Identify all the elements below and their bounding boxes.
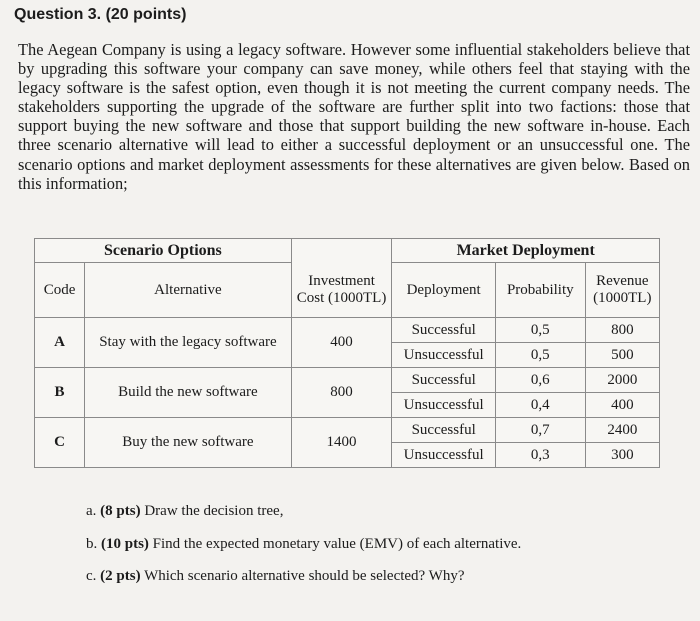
question-a: a. (8 pts) Draw the decision tree, — [86, 503, 284, 519]
scenario-table — [34, 238, 660, 468]
deployment-cell: Successful — [392, 368, 496, 393]
question-title: Question 3. (20 points) — [14, 6, 187, 23]
deployment-cell: Unsuccessful — [392, 393, 496, 418]
market-deployment-header: Market Deployment — [392, 239, 660, 263]
investment-cell: 400 — [291, 318, 392, 368]
alternative-cell: Build the new software — [85, 368, 292, 418]
alternative-cell: Stay with the legacy software — [85, 318, 292, 368]
code-cell: B — [35, 368, 85, 418]
probability-cell: 0,6 — [495, 368, 585, 393]
probability-cell: 0,3 — [495, 443, 585, 468]
scenario-options-header: Scenario Options — [35, 239, 292, 263]
probability-cell: 0,7 — [495, 418, 585, 443]
alternative-cell: Buy the new software — [85, 418, 292, 468]
revenue-cell: 2000 — [585, 368, 659, 393]
deployment-cell: Unsuccessful — [392, 343, 496, 368]
investment-header: Investment Cost (1000TL) — [291, 263, 392, 318]
investment-cell: 1400 — [291, 418, 392, 468]
probability-cell: 0,4 — [495, 393, 585, 418]
question-c: c. (2 pts) Which scenario alternative should be selected? Why? — [86, 568, 465, 584]
code-header: Code — [35, 263, 85, 318]
deployment-cell: Unsuccessful — [392, 443, 496, 468]
probability-cell: 0,5 — [495, 318, 585, 343]
deployment-header: Deployment — [392, 263, 496, 318]
problem-statement: The Aegean Company is using a legacy software. However some influential stakeholders believe that by upgrading this software your company can save money, while others feel that staying with the legacy software is the safest option, even though it is not meeting the current company needs. The stakeholders supporting the upgrade of the software are further split into two factions: those that support buying the new software and those that support building the new software in-house. Each three scenario alternative will lead to either a successful deployment or an unsuccessful one. The scenario options and market deployment assessments for these alternatives are given below. Based on this information; — [18, 40, 690, 193]
deployment-cell: Successful — [392, 418, 496, 443]
revenue-header: Revenue (1000TL) — [585, 263, 659, 318]
probability-header: Probability — [495, 263, 585, 318]
revenue-cell: 2400 — [585, 418, 659, 443]
probability-cell: 0,5 — [495, 343, 585, 368]
revenue-cell: 500 — [585, 343, 659, 368]
revenue-cell: 300 — [585, 443, 659, 468]
code-cell: C — [35, 418, 85, 468]
investment-cell: 800 — [291, 368, 392, 418]
alternative-header: Alternative — [85, 263, 292, 318]
question-b: b. (10 pts) Find the expected monetary value (EMV) of each alternative. — [86, 536, 522, 552]
revenue-cell: 800 — [585, 318, 659, 343]
revenue-cell: 400 — [585, 393, 659, 418]
deployment-cell: Successful — [392, 318, 496, 343]
code-cell: A — [35, 318, 85, 368]
